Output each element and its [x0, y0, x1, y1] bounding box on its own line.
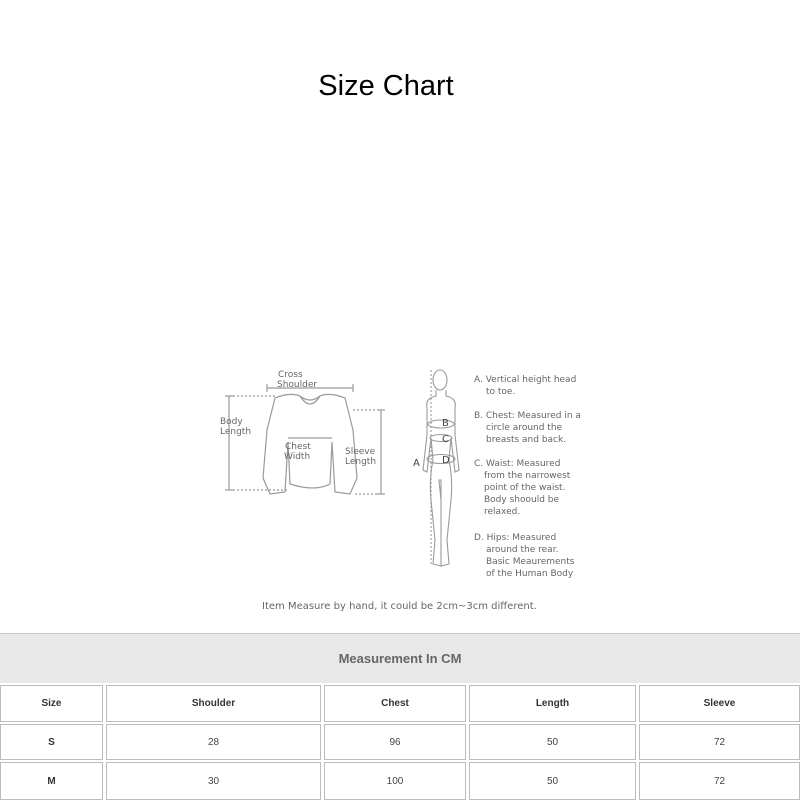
chest-width-label-2: Width: [284, 452, 311, 462]
body-length-label-2: Length: [220, 427, 252, 437]
measurement-diagram: [205, 360, 605, 620]
sleeve-length-label-1: Sleeve: [345, 447, 376, 457]
table-cell-size: S: [0, 724, 103, 760]
svg-text:circle around the: circle around the: [486, 423, 563, 433]
svg-text:from the narrowest: from the narrowest: [484, 471, 571, 481]
instruction-a: [474, 375, 576, 397]
body-length-label-1: Body: [220, 417, 243, 427]
table-cell-chest: 100: [324, 762, 466, 800]
svg-text:C. Waist: Measured: C. Waist: Measured: [474, 459, 561, 469]
figure-head: [433, 370, 447, 390]
chest-width-label-1: Chest: [285, 442, 311, 452]
header-length: Length: [469, 685, 636, 722]
cross-label-2: Shoulder: [277, 380, 318, 390]
svg-text:to toe.: to toe.: [486, 387, 516, 397]
svg-text:A. Vertical height head: A. Vertical height head: [474, 375, 577, 385]
svg-text:breasts and back.: breasts and back.: [486, 435, 567, 445]
page-title: Size Chart: [318, 70, 454, 102]
table-cell-size: M: [0, 762, 103, 800]
measurement-diagram-svg: [205, 360, 605, 620]
measurement-note: Item Measure by hand, it could be 2cm~3cm different.: [262, 601, 537, 612]
table-cell-sleeve: 72: [639, 724, 800, 760]
table-cell-length: 50: [469, 762, 636, 800]
header-sleeve: Sleeve: [639, 685, 800, 722]
human-figure: [423, 370, 459, 566]
svg-text:relaxed.: relaxed.: [484, 507, 521, 517]
svg-text:of the Human Body: of the Human Body: [486, 569, 574, 579]
letter-b: B: [442, 418, 449, 429]
svg-text:Basic Meaurements: Basic Meaurements: [486, 557, 575, 567]
table-cell-shoulder: 28: [106, 724, 321, 760]
shirt-illustration: [225, 384, 385, 494]
table-cell-chest: 96: [324, 724, 466, 760]
table-cell-sleeve: 72: [639, 762, 800, 800]
table-cell-shoulder: 30: [106, 762, 321, 800]
instruction-b: [474, 411, 581, 445]
instruction-d: [474, 533, 575, 579]
letter-d: D: [442, 455, 450, 466]
svg-text:point of the waist.: point of the waist.: [484, 483, 566, 493]
chest-ring: [428, 420, 454, 428]
header-size: Size: [0, 685, 103, 722]
instruction-c: [474, 459, 571, 517]
table-caption: Measurement In CM: [0, 633, 800, 683]
size-table: [0, 633, 800, 800]
letter-c: C: [442, 434, 449, 445]
svg-text:B. Chest: Measured in a: B. Chest: Measured in a: [474, 411, 581, 421]
svg-text:around the rear.: around the rear.: [486, 545, 559, 555]
svg-text:Body shoould be: Body shoould be: [484, 495, 560, 505]
header-chest: Chest: [324, 685, 466, 722]
sleeve-length-label-2: Length: [345, 457, 377, 467]
figure-body: [423, 390, 459, 566]
letter-a: A: [413, 458, 420, 469]
svg-text:D. Hips: Measured: D. Hips: Measured: [474, 533, 557, 543]
table-cell-length: 50: [469, 724, 636, 760]
header-shoulder: Shoulder: [106, 685, 321, 722]
cross-label-1: Cross: [278, 370, 303, 380]
